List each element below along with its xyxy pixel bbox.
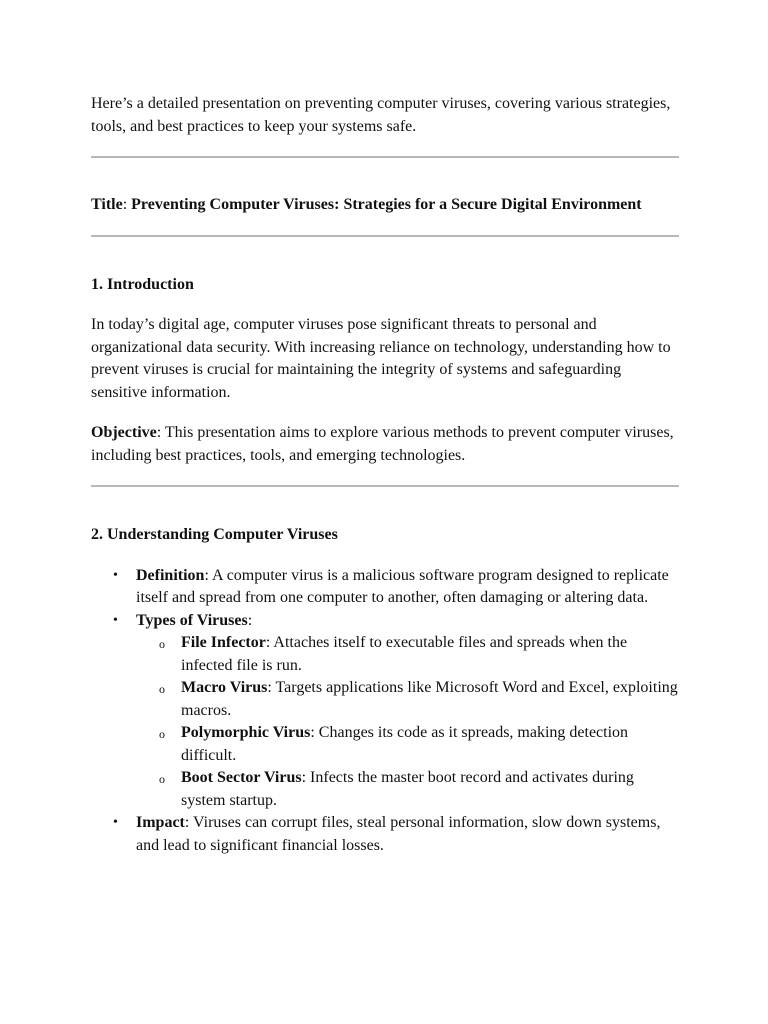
list-item-impact	[136, 812, 679, 857]
types-text: :	[247, 611, 253, 629]
list-item-definition	[136, 565, 679, 610]
title-label: Title	[91, 196, 123, 213]
section-heading-introduction: 1. Introduction	[91, 275, 194, 293]
divider	[91, 235, 679, 237]
section-heading-understanding-viruses: 2. Understanding Computer Viruses	[91, 526, 338, 543]
list-item-polymorphic-virus	[181, 722, 679, 767]
divider	[91, 156, 679, 158]
definition-text: : A computer virus is a malicious software program designed to replicate itself and spread from one computer to another, often damaging or altering data.	[136, 566, 669, 606]
objective-paragraph	[91, 422, 679, 467]
impact-label: Impact	[136, 814, 185, 831]
definition-label: Definition	[136, 566, 205, 584]
divider	[91, 485, 679, 487]
objective-label: Objective	[91, 424, 157, 441]
types-label: Types of Viruses	[136, 611, 248, 629]
virus-type-text: : Changes its code as it spreads, making detection difficult.	[181, 724, 629, 764]
document-page	[91, 93, 679, 857]
title-separator: :	[122, 196, 132, 213]
virus-type-label: Boot Sector Virus	[181, 769, 302, 786]
list-item-file-infector	[181, 632, 679, 677]
virus-type-label: Macro Virus	[181, 679, 268, 696]
virus-type-label: Polymorphic Virus	[181, 724, 311, 741]
virus-types-list	[136, 632, 679, 812]
objective-text: : This presentation aims to explore various methods to prevent computer viruses, including best practices, tools, and emerging technologies.	[91, 424, 674, 464]
list-item-macro-virus	[181, 677, 679, 722]
introduction-paragraph: In today’s digital age, computer viruses pose significant threats to personal and organizational data security. With increasing reliance on technology, understanding how to prevent viruses is crucial for maintaining the integrity of systems and safeguarding sensitive information.	[91, 316, 671, 401]
title-text: Preventing Computer Viruses: Strategies for a Secure Digital Environment	[131, 196, 642, 213]
impact-text: : Viruses can corrupt files, steal personal information, slow down systems, and lead to significant financial losses.	[136, 814, 661, 854]
bullet-list	[91, 565, 679, 858]
list-item-types	[136, 610, 679, 813]
presentation-title	[91, 194, 679, 217]
virus-type-label: File Infector	[181, 634, 266, 651]
virus-type-text: : Targets applications like Microsoft Word and Excel, exploiting macros.	[181, 679, 678, 719]
virus-type-text: : Infects the master boot record and activates during system startup.	[181, 769, 634, 809]
virus-type-text: : Attaches itself to executable files and spreads when the infected file is run.	[181, 634, 628, 674]
intro-paragraph: Here’s a detailed presentation on preventing computer viruses, covering various strategies, tools, and best practices to keep your systems safe.	[91, 95, 671, 135]
list-item-boot-sector-virus	[181, 767, 679, 812]
